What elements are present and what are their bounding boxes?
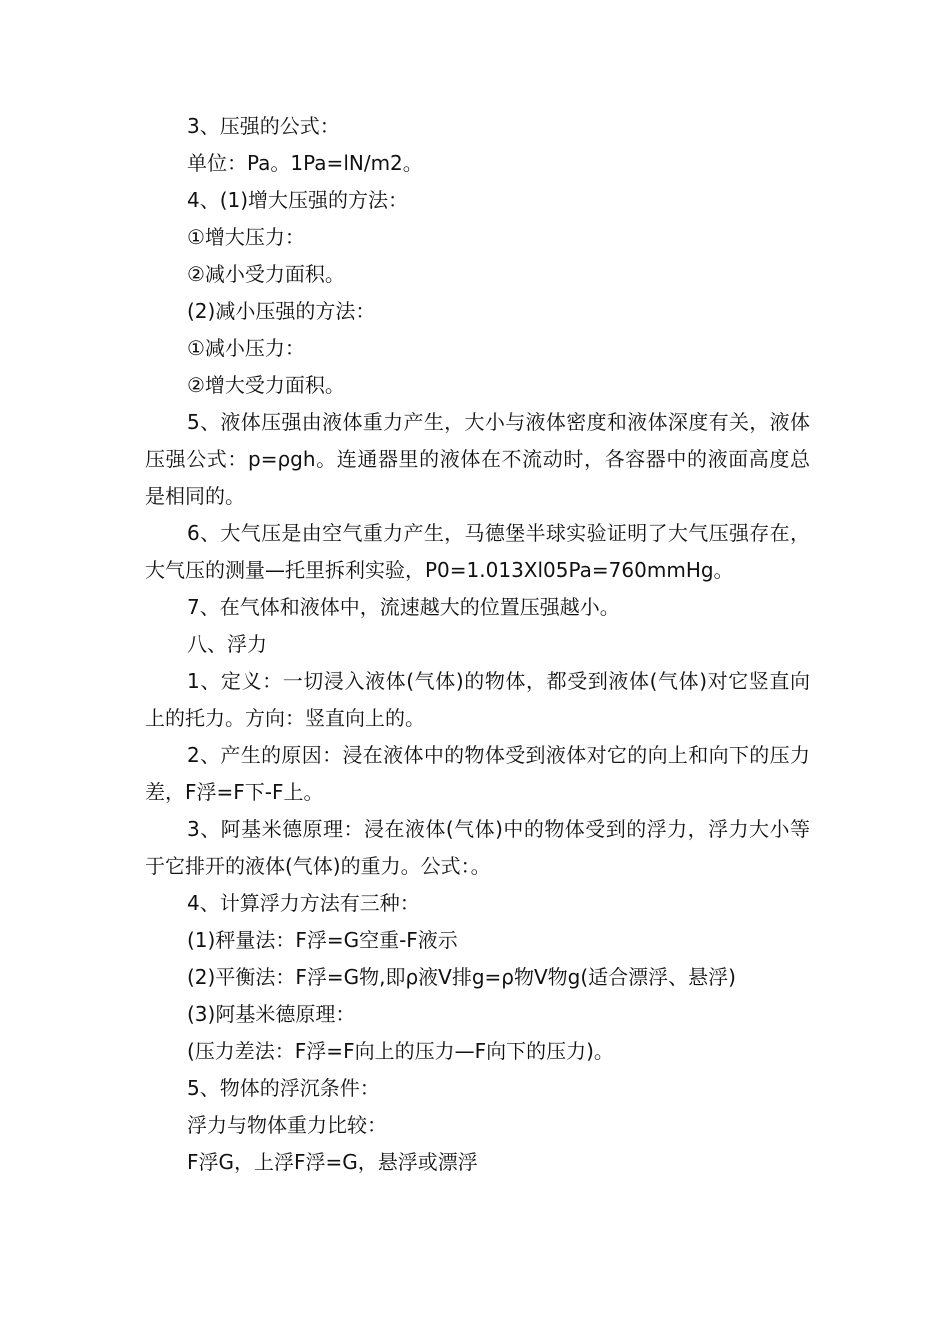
paragraph-liquid-pressure: 5、液体压强由液体重力产生，大小与液体密度和液体深度有关，液体压强公式：p=ρgh。连通器里的液体在不流动时，各容器中的液面高度总是相同的。 <box>145 410 810 508</box>
paragraph-float-conditions: F浮G，上浮F浮=G，悬浮或漂浮 <box>187 1150 478 1174</box>
paragraph-atmospheric-pressure: 6、大气压是由空气重力产生，马德堡半球实验证明了大气压强存在，大气压的测量—托里拆利实验，P0=1.013Xl05Pa=760mmHg。 <box>145 521 810 582</box>
paragraph-float-sink-conditions: 5、物体的浮沉条件： <box>187 1076 380 1100</box>
document-body <box>145 108 810 1181</box>
paragraph-archimedes: 3、阿基米德原理：浸在液体(气体)中的物体受到的浮力，浮力大小等于它排开的液体(气体)的重力。公式：。 <box>145 817 810 878</box>
paragraph-decrease-pressure: (2)减小压强的方法： <box>187 299 376 323</box>
paragraph-methods: 4、计算浮力方法有三种： <box>187 891 420 915</box>
paragraph-increase-force: ①增大压力： <box>187 225 305 249</box>
section-heading-buoyancy: 八、浮力 <box>187 632 267 656</box>
paragraph-flow-speed: 7、在气体和液体中，流速越大的位置压强越小。 <box>187 595 620 619</box>
paragraph-weighing-method: (1)秤量法：F浮=G空重-F液示 <box>187 928 458 952</box>
paragraph-increase-pressure: 4、(1)增大压强的方法： <box>187 188 409 212</box>
paragraph-comparison: 浮力与物体重力比较： <box>187 1113 387 1137</box>
paragraph-archimedes-method: (3)阿基米德原理： <box>187 1002 356 1026</box>
paragraph-pressure-formula: 3、压强的公式： <box>187 114 340 138</box>
paragraph-balance-method: (2)平衡法：F浮=G物,即ρ液V排g=ρ物V物g(适合漂浮、悬浮) <box>187 965 736 989</box>
paragraph-decrease-area: ②减小受力面积。 <box>187 262 345 286</box>
paragraph-definition: 1、定义：一切浸入液体(气体)的物体，都受到液体(气体)对它竖直向上的托力。方向：竖直向上的。 <box>145 669 810 730</box>
paragraph-cause: 2、产生的原因：浸在液体中的物体受到液体对它的向上和向下的压力差，F浮=F下-F上。 <box>145 743 810 804</box>
paragraph-unit: 单位：Pa。1Pa=lN/m2。 <box>187 151 423 175</box>
paragraph-decrease-force: ①减小压力： <box>187 336 305 360</box>
paragraph-increase-area: ②增大受力面积。 <box>187 373 345 397</box>
paragraph-pressure-difference-method: (压力差法：F浮=F向上的压力—F向下的压力)。 <box>187 1039 614 1063</box>
